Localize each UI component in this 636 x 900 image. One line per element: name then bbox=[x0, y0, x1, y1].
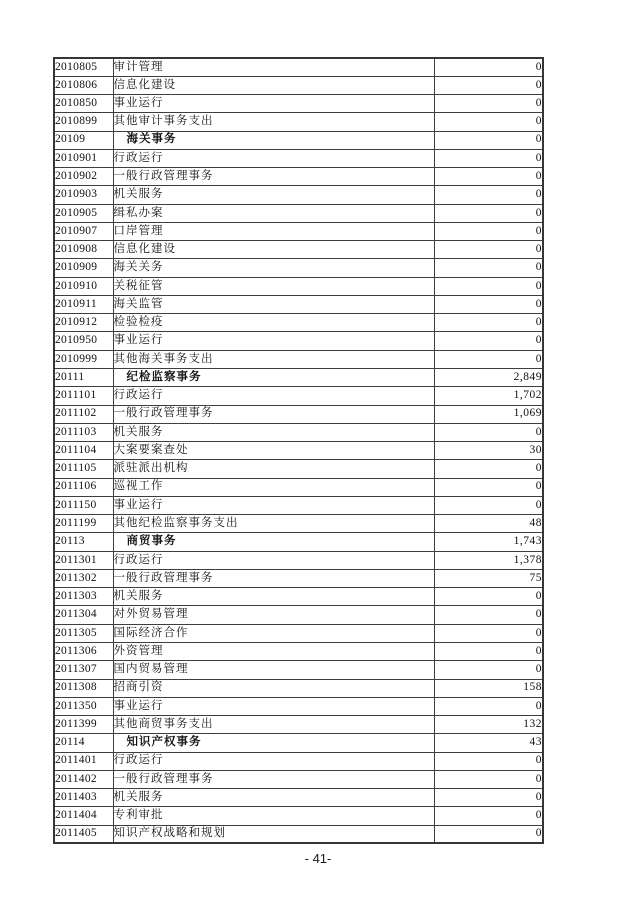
code-cell: 2011301 bbox=[54, 551, 113, 569]
table-row bbox=[54, 76, 543, 94]
value-cell: 0 bbox=[434, 588, 543, 606]
name-cell: 口岸管理 bbox=[113, 222, 434, 240]
table-row bbox=[54, 259, 543, 277]
name-cell: 大案要案查处 bbox=[113, 442, 434, 460]
name-cell: 信息化建设 bbox=[113, 76, 434, 94]
code-cell: 2011303 bbox=[54, 588, 113, 606]
table-row bbox=[54, 387, 543, 405]
table-row bbox=[54, 606, 543, 624]
name-cell: 派驻派出机构 bbox=[113, 460, 434, 478]
table-row bbox=[54, 515, 543, 533]
name-cell: 机关服务 bbox=[113, 186, 434, 204]
table-row bbox=[54, 460, 543, 478]
code-cell: 2010950 bbox=[54, 332, 113, 350]
table-row bbox=[54, 241, 543, 259]
code-cell: 20109 bbox=[54, 131, 113, 149]
value-cell: 0 bbox=[434, 58, 543, 76]
table-row bbox=[54, 113, 543, 131]
value-cell: 0 bbox=[434, 460, 543, 478]
code-cell: 2011401 bbox=[54, 752, 113, 770]
name-cell: 机关服务 bbox=[113, 789, 434, 807]
table-row bbox=[54, 369, 543, 387]
code-cell: 2011150 bbox=[54, 496, 113, 514]
name-cell: 海关关务 bbox=[113, 259, 434, 277]
value-cell: 43 bbox=[434, 734, 543, 752]
table-row bbox=[54, 405, 543, 423]
table-row bbox=[54, 807, 543, 825]
code-cell: 2011104 bbox=[54, 442, 113, 460]
name-cell: 一般行政管理事务 bbox=[113, 405, 434, 423]
table-row bbox=[54, 789, 543, 807]
name-cell: 其他纪检监察事务支出 bbox=[113, 515, 434, 533]
value-cell: 0 bbox=[434, 259, 543, 277]
name-cell: 海关事务 bbox=[113, 131, 434, 149]
code-cell: 20111 bbox=[54, 369, 113, 387]
value-cell: 0 bbox=[434, 643, 543, 661]
page-number: - 41- bbox=[304, 851, 332, 866]
code-cell: 2010908 bbox=[54, 241, 113, 259]
value-cell: 1,378 bbox=[434, 551, 543, 569]
code-cell: 2010903 bbox=[54, 186, 113, 204]
code-cell: 2011305 bbox=[54, 624, 113, 642]
value-cell: 30 bbox=[434, 442, 543, 460]
table-row bbox=[54, 825, 543, 843]
value-cell: 0 bbox=[434, 606, 543, 624]
table-row bbox=[54, 588, 543, 606]
value-cell: 0 bbox=[434, 113, 543, 131]
table-row bbox=[54, 131, 543, 149]
table-row bbox=[54, 496, 543, 514]
value-cell: 0 bbox=[434, 752, 543, 770]
value-cell: 0 bbox=[434, 350, 543, 368]
table-row bbox=[54, 697, 543, 715]
code-cell: 2011308 bbox=[54, 679, 113, 697]
value-cell: 0 bbox=[434, 186, 543, 204]
value-cell: 0 bbox=[434, 697, 543, 715]
name-cell: 行政运行 bbox=[113, 752, 434, 770]
value-cell: 0 bbox=[434, 770, 543, 788]
code-cell: 2010999 bbox=[54, 350, 113, 368]
name-cell: 纪检监察事务 bbox=[113, 369, 434, 387]
name-cell: 国内贸易管理 bbox=[113, 661, 434, 679]
table-row bbox=[54, 442, 543, 460]
table-row bbox=[54, 58, 543, 76]
table-row bbox=[54, 551, 543, 569]
value-cell: 1,069 bbox=[434, 405, 543, 423]
code-cell: 2010806 bbox=[54, 76, 113, 94]
name-cell: 行政运行 bbox=[113, 149, 434, 167]
code-cell: 2010902 bbox=[54, 168, 113, 186]
value-cell: 0 bbox=[434, 295, 543, 313]
value-cell: 0 bbox=[434, 496, 543, 514]
table-row bbox=[54, 168, 543, 186]
code-cell: 2011302 bbox=[54, 569, 113, 587]
code-cell: 2011403 bbox=[54, 789, 113, 807]
code-cell: 20114 bbox=[54, 734, 113, 752]
code-cell: 2010907 bbox=[54, 222, 113, 240]
code-cell: 20113 bbox=[54, 533, 113, 551]
code-cell: 2011307 bbox=[54, 661, 113, 679]
code-cell: 2011405 bbox=[54, 825, 113, 843]
table-row bbox=[54, 149, 543, 167]
value-cell: 0 bbox=[434, 241, 543, 259]
name-cell: 审计管理 bbox=[113, 58, 434, 76]
code-cell: 2011404 bbox=[54, 807, 113, 825]
value-cell: 0 bbox=[434, 149, 543, 167]
value-cell: 132 bbox=[434, 716, 543, 734]
table-row bbox=[54, 332, 543, 350]
table-row bbox=[54, 661, 543, 679]
name-cell: 其他商贸事务支出 bbox=[113, 716, 434, 734]
value-cell: 0 bbox=[434, 423, 543, 441]
table-row bbox=[54, 569, 543, 587]
name-cell: 信息化建设 bbox=[113, 241, 434, 259]
code-cell: 2011399 bbox=[54, 716, 113, 734]
name-cell: 专利审批 bbox=[113, 807, 434, 825]
name-cell: 事业运行 bbox=[113, 496, 434, 514]
code-cell: 2011105 bbox=[54, 460, 113, 478]
value-cell: 1,702 bbox=[434, 387, 543, 405]
table-row bbox=[54, 716, 543, 734]
table-row bbox=[54, 204, 543, 222]
name-cell: 一般行政管理事务 bbox=[113, 168, 434, 186]
table-row bbox=[54, 222, 543, 240]
name-cell: 一般行政管理事务 bbox=[113, 569, 434, 587]
value-cell: 0 bbox=[434, 624, 543, 642]
value-cell: 0 bbox=[434, 807, 543, 825]
value-cell: 1,743 bbox=[434, 533, 543, 551]
value-cell: 0 bbox=[434, 277, 543, 295]
table-row bbox=[54, 770, 543, 788]
value-cell: 75 bbox=[434, 569, 543, 587]
table-row bbox=[54, 350, 543, 368]
budget-table bbox=[53, 57, 544, 844]
table-row bbox=[54, 643, 543, 661]
code-cell: 2011103 bbox=[54, 423, 113, 441]
value-cell: 2,849 bbox=[434, 369, 543, 387]
table-row bbox=[54, 478, 543, 496]
name-cell: 对外贸易管理 bbox=[113, 606, 434, 624]
budget-table-body bbox=[54, 58, 543, 843]
code-cell: 2010901 bbox=[54, 149, 113, 167]
name-cell: 知识产权事务 bbox=[113, 734, 434, 752]
name-cell: 事业运行 bbox=[113, 332, 434, 350]
code-cell: 2010899 bbox=[54, 113, 113, 131]
code-cell: 2011402 bbox=[54, 770, 113, 788]
value-cell: 0 bbox=[434, 314, 543, 332]
table-row bbox=[54, 679, 543, 697]
code-cell: 2011304 bbox=[54, 606, 113, 624]
table-row bbox=[54, 95, 543, 113]
value-cell: 0 bbox=[434, 204, 543, 222]
value-cell: 0 bbox=[434, 222, 543, 240]
name-cell: 事业运行 bbox=[113, 95, 434, 113]
table-row bbox=[54, 423, 543, 441]
name-cell: 招商引资 bbox=[113, 679, 434, 697]
value-cell: 0 bbox=[434, 332, 543, 350]
value-cell: 48 bbox=[434, 515, 543, 533]
table-row bbox=[54, 533, 543, 551]
value-cell: 158 bbox=[434, 679, 543, 697]
value-cell: 0 bbox=[434, 76, 543, 94]
value-cell: 0 bbox=[434, 131, 543, 149]
name-cell: 外资管理 bbox=[113, 643, 434, 661]
code-cell: 2010905 bbox=[54, 204, 113, 222]
value-cell: 0 bbox=[434, 478, 543, 496]
code-cell: 2011106 bbox=[54, 478, 113, 496]
table-row bbox=[54, 624, 543, 642]
name-cell: 机关服务 bbox=[113, 588, 434, 606]
code-cell: 2011306 bbox=[54, 643, 113, 661]
name-cell: 商贸事务 bbox=[113, 533, 434, 551]
value-cell: 0 bbox=[434, 825, 543, 843]
name-cell: 一般行政管理事务 bbox=[113, 770, 434, 788]
table-row bbox=[54, 295, 543, 313]
table-row bbox=[54, 752, 543, 770]
code-cell: 2011101 bbox=[54, 387, 113, 405]
table-row bbox=[54, 277, 543, 295]
code-cell: 2010910 bbox=[54, 277, 113, 295]
table-row bbox=[54, 314, 543, 332]
code-cell: 2011102 bbox=[54, 405, 113, 423]
value-cell: 0 bbox=[434, 168, 543, 186]
table-row bbox=[54, 734, 543, 752]
name-cell: 海关监管 bbox=[113, 295, 434, 313]
code-cell: 2010805 bbox=[54, 58, 113, 76]
name-cell: 事业运行 bbox=[113, 697, 434, 715]
code-cell: 2011350 bbox=[54, 697, 113, 715]
value-cell: 0 bbox=[434, 661, 543, 679]
name-cell: 机关服务 bbox=[113, 423, 434, 441]
code-cell: 2011199 bbox=[54, 515, 113, 533]
value-cell: 0 bbox=[434, 789, 543, 807]
value-cell: 0 bbox=[434, 95, 543, 113]
table-row bbox=[54, 186, 543, 204]
name-cell: 行政运行 bbox=[113, 387, 434, 405]
code-cell: 2010850 bbox=[54, 95, 113, 113]
code-cell: 2010912 bbox=[54, 314, 113, 332]
name-cell: 巡视工作 bbox=[113, 478, 434, 496]
code-cell: 2010909 bbox=[54, 259, 113, 277]
name-cell: 缉私办案 bbox=[113, 204, 434, 222]
name-cell: 行政运行 bbox=[113, 551, 434, 569]
name-cell: 国际经济合作 bbox=[113, 624, 434, 642]
name-cell: 其他审计事务支出 bbox=[113, 113, 434, 131]
name-cell: 检验检疫 bbox=[113, 314, 434, 332]
name-cell: 知识产权战略和规划 bbox=[113, 825, 434, 843]
name-cell: 其他海关事务支出 bbox=[113, 350, 434, 368]
code-cell: 2010911 bbox=[54, 295, 113, 313]
name-cell: 关税征管 bbox=[113, 277, 434, 295]
